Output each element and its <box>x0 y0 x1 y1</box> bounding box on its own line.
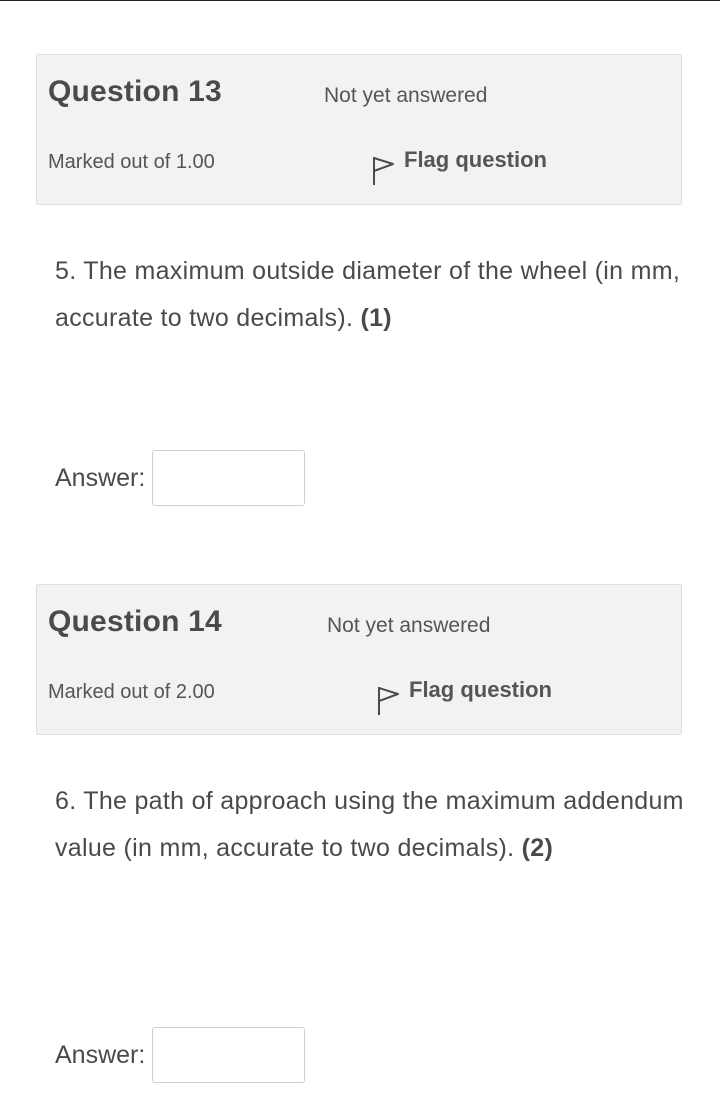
flag-icon <box>375 685 401 719</box>
question-14-text <box>55 778 695 872</box>
answer-label: Answer: <box>55 1040 146 1069</box>
top-divider <box>0 0 720 1</box>
question-mark-value: (2) <box>521 834 554 862</box>
question-mark-value: (1) <box>360 304 392 332</box>
question-14-info-panel <box>36 584 682 735</box>
question-marks: Marked out of 1.00 <box>48 151 215 173</box>
question-text: 6. The path of approach using the maximum addendum value (in mm, accurate to two decimals). <box>55 787 684 862</box>
question-13-info-panel <box>36 54 682 205</box>
answer-label: Answer: <box>55 463 146 492</box>
question-13-text <box>55 248 695 342</box>
answer-input[interactable] <box>152 1027 305 1083</box>
question-marks: Marked out of 2.00 <box>48 681 215 703</box>
question-13-answer-row <box>55 450 305 506</box>
question-status: Not yet answered <box>324 84 488 107</box>
question-title: Question 14 <box>48 605 222 638</box>
answer-input[interactable] <box>152 450 305 506</box>
flag-question-label: Flag question <box>404 147 547 172</box>
flag-question-button[interactable] <box>375 677 552 719</box>
flag-question-button[interactable] <box>370 147 547 189</box>
flag-icon <box>370 155 396 189</box>
question-14-answer-row <box>55 1027 305 1083</box>
question-title: Question 13 <box>48 75 222 108</box>
question-text: 5. The maximum outside diameter of the wheel (in mm, accurate to two decimals). <box>55 257 681 332</box>
question-status: Not yet answered <box>327 614 491 637</box>
flag-question-label: Flag question <box>409 677 552 702</box>
